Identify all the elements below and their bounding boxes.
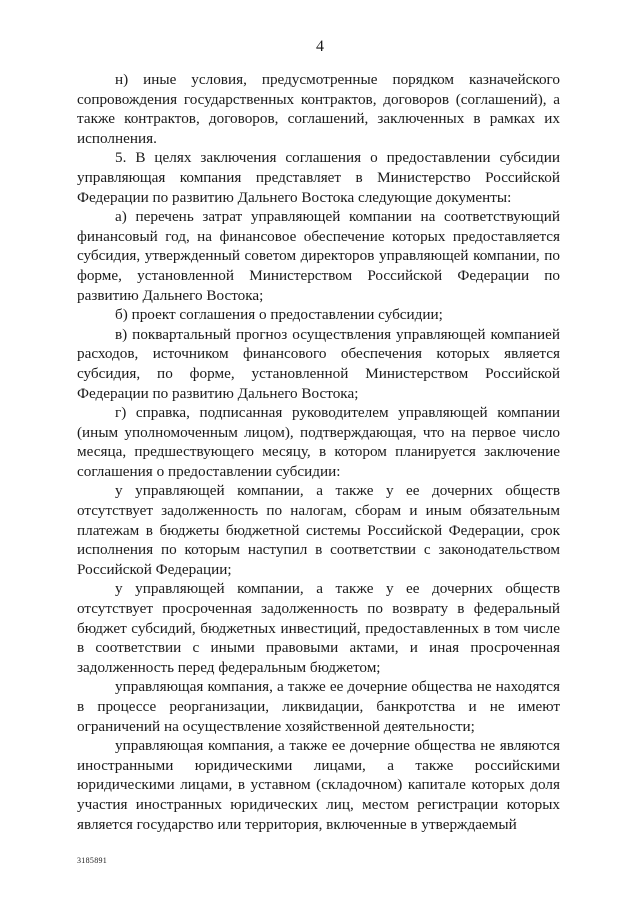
- paragraph-foreign-entities: управляющая компания, а также ее дочерние общества не являются иностранными юридическими лицами, а также российскими юридическими лицами, в уставном (складочном) капитале которых доля участия иностранных юридических лиц, местом регистрации которых является государство или территория, включенные в утверждаемый: [77, 737, 560, 833]
- document-code: 3185891: [77, 856, 108, 865]
- paragraph-tax-debt: у управляющей компании, а также у ее дочерних обществ отсутствует задолженность по налогам, сборам и иным обязательным платежам в бюджеты бюджетной системы Российской Федерации, срок исполнения по которым наступил в соответствии с законодательством Российской Федерации;: [77, 482, 560, 578]
- paragraph-budget-debt: у управляющей компании, а также у ее дочерних обществ отсутствует просроченная задолженность по возврату в федеральный бюджет субсидий, бюджетных инвестиций, предоставленных в том числе в соответствии с иными правовыми актами, и иная просроченная задолженность перед федеральным бюджетом;: [77, 580, 560, 676]
- paragraph-section-5: 5. В целях заключения соглашения о предоставлении субсидии управляющая компания представляет в Министерство Российской Федерации по развитию Дальнего Востока следующие документы:: [77, 149, 560, 206]
- page-number: 4: [316, 38, 324, 55]
- paragraph-item-b: б) проект соглашения о предоставлении субсидии;: [115, 306, 443, 324]
- paragraph-reorganization: управляющая компания, а также ее дочерние общества не находятся в процессе реорганизации, ликвидации, банкротства и не имеют ограничений на осуществление хозяйственной деятельности;: [77, 678, 560, 735]
- paragraph-item-n: н) иные условия, предусмотренные порядком казначейского сопровождения государственных контрактов, договоров (соглашений), а также контрактов, договоров, соглашений, заключенных в рамках их исполнения.: [77, 71, 560, 147]
- paragraph-item-a: а) перечень затрат управляющей компании на соответствующий финансовый год, на финансовое обеспечение которых предоставляется субсидия, утвержденный советом директоров управляющей компании, по форме, установленной Министерством Российской Федерации по развитию Дальнего Востока;: [77, 208, 560, 304]
- paragraph-item-g: г) справка, подписанная руководителем управляющей компании (иным уполномоченным лицом), подтверждающая, что на первое число месяца, предшествующего месяцу, в котором планируется заключение соглашения о предоставлении субсидии:: [77, 404, 560, 480]
- paragraph-item-v: в) поквартальный прогноз осуществления управляющей компанией расходов, источником финансового обеспечения которых является субсидия, по форме, установленной Министерством Российской Федерации по развитию Дальнего Востока;: [77, 325, 560, 402]
- document-body: [77, 70, 560, 834]
